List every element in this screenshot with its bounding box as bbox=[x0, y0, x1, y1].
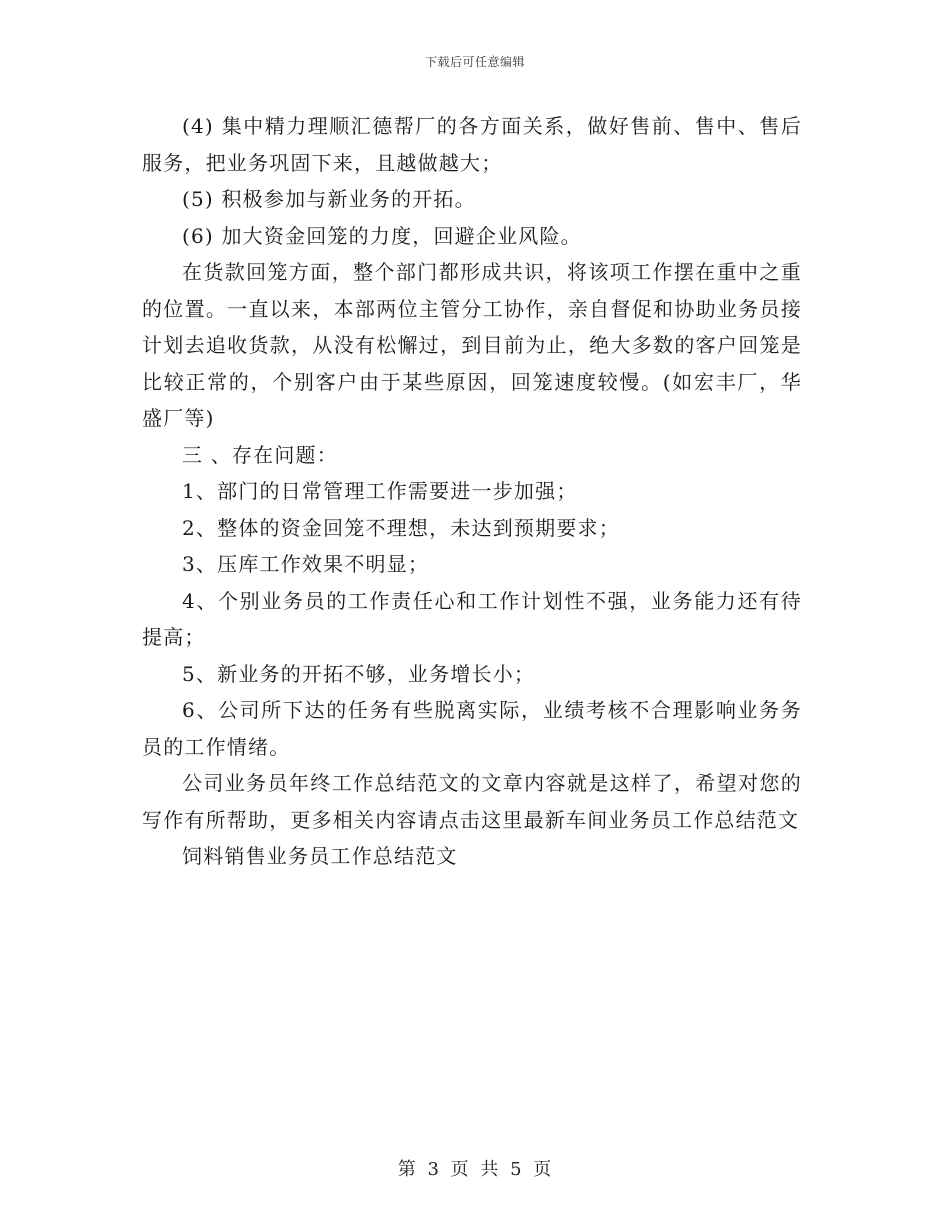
problem-item-4: 4、个别业务员的工作责任心和工作计划性不强，业务能力还有待提高； bbox=[142, 588, 802, 649]
footer-total-word: 共 bbox=[480, 1159, 500, 1180]
section-heading-problems: 三 、存在问题： bbox=[182, 442, 338, 467]
related-article-title: 饲料销售业务员工作总结范文 bbox=[182, 844, 458, 868]
page-number-footer bbox=[0, 1155, 950, 1181]
problem-item-5: 5、新业务的开拓不够，业务增长小； bbox=[182, 661, 536, 686]
closing-paragraph: 公司业务员年终工作总结范文的文章内容就是这样了，希望对您的写作有所帮助，更多相关内容请点击这里最新车间业务员工作总结范文 bbox=[142, 771, 802, 832]
paragraph-item-4: (4) 集中精力理顺汇德帮厂的各方面关系，做好售前、售中、售后服务，把业务巩固下来，且越做越大； bbox=[142, 114, 802, 175]
header-note: 下载后可任意编辑 bbox=[424, 55, 525, 69]
problem-item-6: 6、公司所下达的任务有些脱离实际，业绩考核不合理影响业务务员的工作情绪。 bbox=[142, 698, 802, 759]
paragraph-payment-collection: 在货款回笼方面，整个部门都形成共识，将该项工作摆在重中之重的位置。一直以来，本部两位主管分工协作，亲自督促和协助业务员接计划去追收货款，从没有松懈过，到目前为止，绝大多数的客户回笼是比较正常的，个别客户由于某些原因，回笼速度较慢。(如宏丰厂，华盛厂等) bbox=[142, 260, 802, 430]
paragraph-item-5: (5) 积极参加与新业务的开拓。 bbox=[182, 187, 476, 211]
problem-item-2: 2、整体的资金回笼不理想，未达到预期要求； bbox=[182, 515, 620, 540]
footer-suffix: 页 bbox=[533, 1159, 553, 1180]
problem-item-3: 3、压库工作效果不明显； bbox=[182, 552, 430, 576]
problem-item-1: 1、部门的日常管理工作需要进一步加强； bbox=[182, 479, 578, 503]
footer-page-word: 页 bbox=[450, 1159, 470, 1180]
footer-prefix: 第 bbox=[397, 1159, 417, 1180]
footer-current-page: 3 bbox=[427, 1159, 440, 1180]
footer-total-pages: 5 bbox=[510, 1159, 523, 1180]
paragraph-item-6: (6) 加大资金回笼的力度，回避企业风险。 bbox=[182, 223, 582, 248]
document-body bbox=[142, 108, 802, 875]
